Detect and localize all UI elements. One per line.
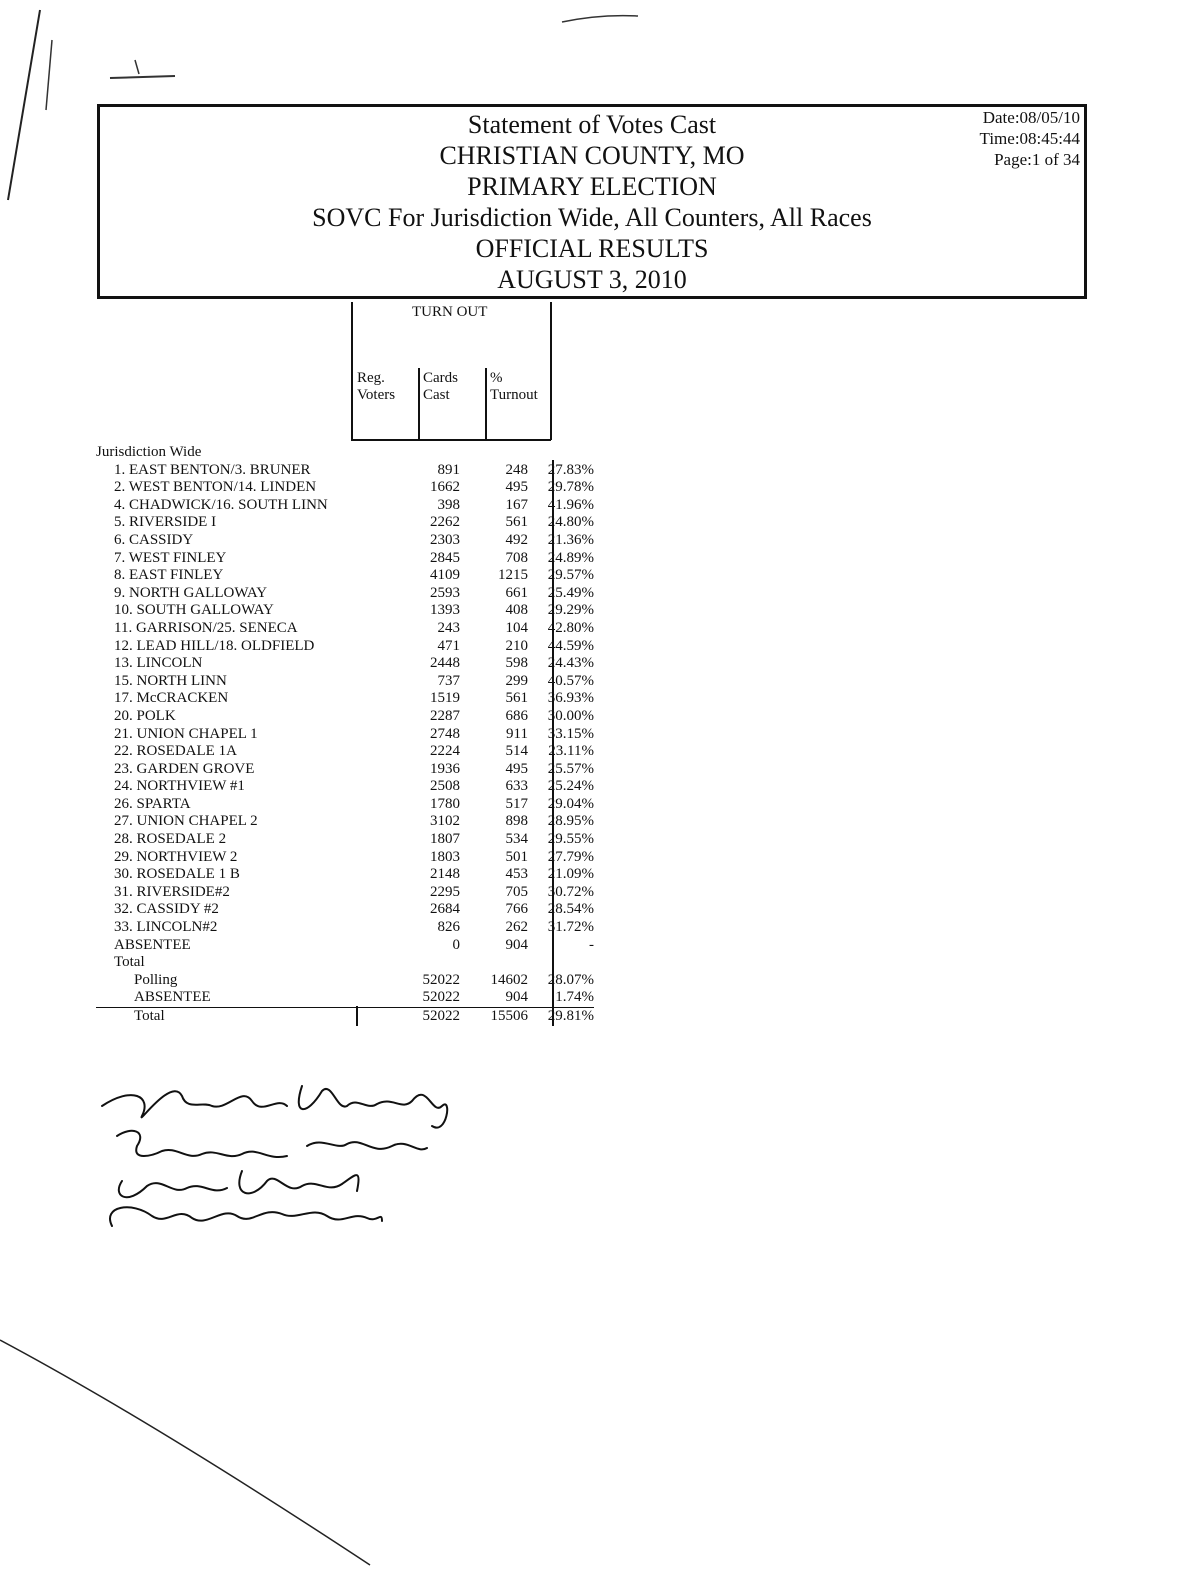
cards-cast: 14602 (490, 971, 528, 988)
pct-turnout: 27.79% (547, 848, 594, 865)
cards-cast: 898 (505, 813, 528, 830)
table-row (96, 726, 594, 744)
cards-cast: 167 (505, 496, 528, 513)
table-row (96, 831, 594, 849)
cards-cast: 911 (506, 725, 528, 742)
table-row (96, 620, 594, 638)
precinct-name: ABSENTEE (114, 936, 191, 953)
pct-turnout: 29.81% (547, 1008, 594, 1024)
cards-cast: 598 (505, 655, 528, 672)
cards-cast: 501 (505, 848, 528, 865)
cards-cast: 561 (505, 690, 528, 707)
title-line: OFFICIAL RESULTS (475, 234, 709, 263)
cards-cast: 495 (505, 479, 528, 496)
pct-turnout: 21.36% (547, 531, 594, 548)
table-row (96, 585, 594, 603)
report-page: Page:1 of 34 (994, 150, 1080, 169)
reg-voters: 1936 (430, 760, 460, 777)
reg-voters: 2295 (430, 883, 460, 900)
report-title-block (100, 109, 1084, 295)
total-section-row (96, 954, 594, 972)
signature-block (92, 1066, 472, 1256)
pct-turnout: - (589, 936, 594, 953)
col-header-text: Cast (423, 387, 450, 403)
scan-mark-top (560, 12, 640, 26)
divider (351, 439, 551, 441)
col-header-pct-turnout (490, 370, 538, 404)
table-row (96, 796, 594, 814)
cards-cast: 453 (505, 866, 528, 883)
pct-turnout: 25.24% (547, 778, 594, 795)
table-row (96, 743, 594, 761)
title-line: AUGUST 3, 2010 (497, 265, 687, 294)
precinct-name: 4. CHADWICK/16. SOUTH LINN (114, 496, 328, 513)
reg-voters: 2748 (430, 725, 460, 742)
precinct-name: 17. McCRACKEN (114, 690, 229, 707)
cards-cast: 248 (505, 461, 528, 478)
pct-turnout: 30.72% (547, 883, 594, 900)
precinct-name: 20. POLK (114, 707, 176, 724)
cards-cast: 408 (505, 602, 528, 619)
title-line: CHRISTIAN COUNTY, MO (439, 141, 745, 170)
table-row (96, 919, 594, 937)
table-row (96, 866, 594, 884)
cards-cast: 15506 (490, 1008, 528, 1024)
table-row (96, 937, 594, 955)
precinct-name: 31. RIVERSIDE#2 (114, 883, 230, 900)
pct-turnout: 44.59% (547, 637, 594, 654)
table-row (96, 462, 594, 480)
cards-cast: 210 (505, 637, 528, 654)
precinct-name: 26. SPARTA (114, 795, 191, 812)
precinct-name: Polling (134, 971, 178, 988)
cards-cast: 633 (505, 778, 528, 795)
precinct-name: 33. LINCOLN#2 (114, 919, 218, 936)
pct-turnout: 28.95% (547, 813, 594, 830)
precinct-name: 9. NORTH GALLOWAY (114, 584, 268, 601)
scan-corner-fold (0, 1330, 380, 1570)
precinct-name: 29. NORTHVIEW 2 (114, 848, 238, 865)
table-row (96, 901, 594, 919)
pct-turnout: 28.07% (547, 971, 594, 988)
total-section-label: Total (114, 954, 145, 971)
reg-voters: 471 (437, 637, 460, 654)
pct-turnout: 33.15% (547, 725, 594, 742)
table-row (96, 550, 594, 568)
precinct-name: 8. EAST FINLEY (114, 567, 224, 584)
reg-voters: 1780 (430, 795, 460, 812)
cards-cast: 299 (505, 672, 528, 689)
col-header-text: % (490, 370, 503, 386)
report-time: Time:08:45:44 (979, 129, 1080, 148)
reg-voters: 52022 (422, 1008, 460, 1024)
cards-cast: 104 (505, 619, 528, 636)
report-meta (980, 107, 1080, 170)
pct-turnout: 24.89% (547, 549, 594, 566)
pct-turnout: 29.04% (547, 795, 594, 812)
table-row (96, 497, 594, 515)
section-row (96, 444, 594, 462)
precinct-name: 23. GARDEN GROVE (114, 760, 255, 777)
pct-turnout: 29.55% (547, 831, 594, 848)
title-line: SOVC For Jurisdiction Wide, All Counters, All Races (312, 203, 872, 232)
precinct-name: 11. GARRISON/25. SENECA (114, 619, 298, 636)
precinct-name: ABSENTEE (96, 989, 390, 1007)
reg-voters: 2303 (430, 531, 460, 548)
cards-cast: 495 (505, 760, 528, 777)
section-label: Jurisdiction Wide (96, 444, 202, 460)
cards-cast: 514 (505, 743, 528, 760)
scan-smudge (105, 50, 185, 90)
precinct-name: 2. WEST BENTON/14. LINDEN (114, 479, 317, 496)
precinct-name: 12. LEAD HILL/18. OLDFIELD (114, 637, 315, 654)
report-date: Date:08/05/10 (982, 108, 1080, 127)
precinct-name: 30. ROSEDALE 1 B (114, 866, 240, 883)
precinct-name: Total (134, 1008, 165, 1024)
precinct-name: 1. EAST BENTON/3. BRUNER (114, 461, 311, 478)
precinct-name: 32. CASSIDY #2 (114, 901, 219, 918)
reg-voters: 2262 (430, 514, 460, 531)
pct-turnout: 36.93% (547, 690, 594, 707)
cards-cast: 534 (505, 831, 528, 848)
col-header-text: Cards (423, 370, 458, 386)
cards-cast: 661 (505, 584, 528, 601)
reg-voters: 52022 (390, 989, 466, 1007)
reg-voters: 891 (437, 461, 460, 478)
cards-cast: 1215 (498, 567, 528, 584)
precinct-name: 21. UNION CHAPEL 1 (114, 725, 258, 742)
precinct-name: 15. NORTH LINN (114, 672, 227, 689)
reg-voters: 2593 (430, 584, 460, 601)
pct-turnout: 21.09% (547, 866, 594, 883)
title-line: PRIMARY ELECTION (467, 172, 717, 201)
col-header-text: Voters (357, 387, 396, 403)
cards-cast: 517 (505, 795, 528, 812)
table-row (96, 567, 594, 585)
pct-turnout: 41.96% (547, 496, 594, 513)
pct-turnout: 24.43% (547, 655, 594, 672)
cards-cast: 705 (505, 883, 528, 900)
reg-voters: 1519 (430, 690, 460, 707)
pct-turnout: 25.49% (547, 584, 594, 601)
reg-voters: 2845 (430, 549, 460, 566)
col-header-reg-voters (357, 370, 395, 404)
table-row (96, 884, 594, 902)
reg-voters: 3102 (430, 813, 460, 830)
cards-cast: 904 (466, 989, 532, 1007)
table-row (96, 602, 594, 620)
turnout-table (96, 444, 594, 1026)
reg-voters: 2448 (430, 655, 460, 672)
table-row (96, 638, 594, 656)
reg-voters: 2684 (430, 901, 460, 918)
reg-voters: 2148 (430, 866, 460, 883)
precinct-name: 10. SOUTH GALLOWAY (114, 602, 274, 619)
pct-turnout: 28.54% (547, 901, 594, 918)
pct-turnout: 31.72% (547, 919, 594, 936)
table-row (96, 761, 594, 779)
title-line: Statement of Votes Cast (467, 110, 717, 139)
table-row (96, 673, 594, 691)
pct-turnout: 1.74% (532, 989, 594, 1007)
pct-turnout: 25.57% (547, 760, 594, 777)
table-row (96, 690, 594, 708)
precinct-name: 6. CASSIDY (114, 531, 194, 548)
absentee-total-row (96, 989, 594, 1007)
cards-cast: 708 (505, 549, 528, 566)
table-row (96, 479, 594, 497)
table-row (96, 532, 594, 550)
pct-turnout: 29.57% (547, 567, 594, 584)
reg-voters: 1807 (430, 831, 460, 848)
reg-voters: 1803 (430, 848, 460, 865)
pct-turnout: 27.83% (547, 461, 594, 478)
precinct-name: 7. WEST FINLEY (114, 549, 227, 566)
polling-row (96, 972, 594, 990)
cards-cast: 561 (505, 514, 528, 531)
table-row (96, 708, 594, 726)
pct-turnout: 29.29% (547, 602, 594, 619)
precinct-name: 24. NORTHVIEW #1 (114, 778, 245, 795)
pct-turnout: 24.80% (547, 514, 594, 531)
cards-cast: 262 (505, 919, 528, 936)
reg-voters: 2287 (430, 707, 460, 724)
reg-voters: 243 (437, 619, 460, 636)
reg-voters: 2224 (430, 743, 460, 760)
pct-turnout: 42.80% (547, 619, 594, 636)
turnout-group-label: TURN OUT (412, 304, 488, 320)
scan-edge-mark (0, 0, 60, 220)
reg-voters: 1393 (430, 602, 460, 619)
reg-voters: 1662 (430, 479, 460, 496)
reg-voters: 398 (437, 496, 460, 513)
divider (550, 302, 552, 440)
cards-cast: 904 (505, 936, 528, 953)
reg-voters: 4109 (430, 567, 460, 584)
precinct-name: 13. LINCOLN (114, 655, 203, 672)
precinct-name: 28. ROSEDALE 2 (114, 831, 227, 848)
table-row (96, 514, 594, 532)
reg-voters: 0 (452, 936, 460, 953)
pct-turnout: 23.11% (548, 743, 594, 760)
reg-voters: 826 (437, 919, 460, 936)
reg-voters: 52022 (422, 971, 460, 988)
cards-cast: 686 (505, 707, 528, 724)
table-row (96, 778, 594, 796)
divider (485, 368, 487, 440)
divider (418, 368, 420, 440)
precinct-name: 27. UNION CHAPEL 2 (114, 813, 258, 830)
col-header-cards-cast (423, 370, 458, 404)
reg-voters: 2508 (430, 778, 460, 795)
table-row (96, 655, 594, 673)
table-row (96, 813, 594, 831)
precinct-name: 22. ROSEDALE 1A (114, 743, 237, 760)
pct-turnout: 29.78% (547, 479, 594, 496)
col-header-text: Turnout (490, 387, 538, 403)
col-header-text: Reg. (357, 370, 385, 386)
grand-total-row (96, 1008, 594, 1026)
reg-voters: 737 (437, 672, 460, 689)
pct-turnout: 30.00% (547, 707, 594, 724)
cards-cast: 766 (505, 901, 528, 918)
divider (351, 302, 353, 440)
table-row (96, 849, 594, 867)
report-header (97, 104, 1087, 299)
cards-cast: 492 (505, 531, 528, 548)
pct-turnout: 40.57% (547, 672, 594, 689)
precinct-name: 5. RIVERSIDE I (114, 514, 217, 531)
